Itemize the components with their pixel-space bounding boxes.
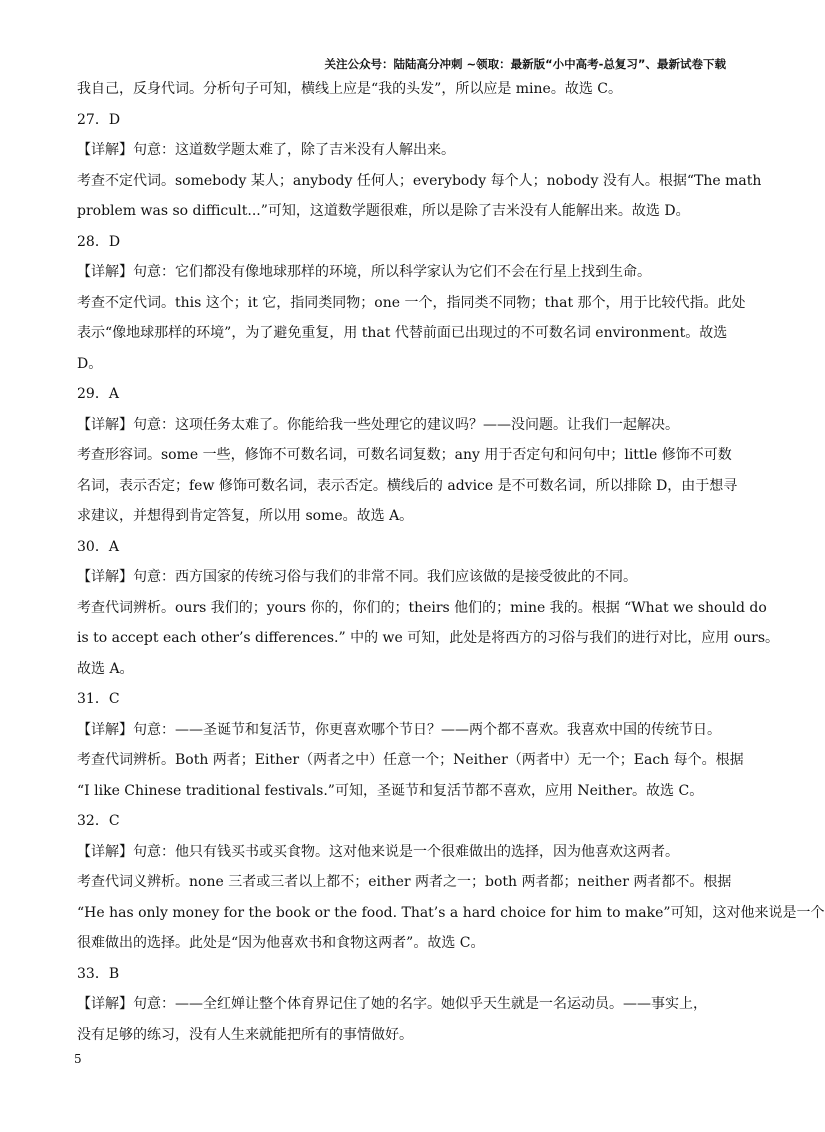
- text-line: 表示“像地球那样的环境”，为了避免重复，用 that 代替前面已出现过的不可数名词 environment。故选: [77, 325, 728, 341]
- text-line: 考查代词义辨析。none 三者或三者以上都不；either 两者之一；both 两者都；neither 两者都不。根据: [77, 874, 732, 890]
- text-line: problem was so difficult...”可知，这道数学题很难，所以是除了吉米没有人能解出来。故选 D。: [77, 203, 690, 219]
- text-line: “I like Chinese traditional festivals.”可知，圣诞节和复活节都不喜欢，应用 Neither。故选 C。: [77, 782, 704, 799]
- text-line: 没有足够的练习，没有人生来就能把所有的事情做好。: [77, 1026, 413, 1043]
- question-answer: 32．C: [77, 813, 120, 829]
- text-line: 考查代词辨析。ours 我们的；yours 你的，你们的；theirs 他们的；mine 我的。根据 “What we should do: [77, 599, 767, 616]
- text-line: 我自己，反身代词。分析句子可知，横线上应是“我的头发”，所以应是 mine。故选 C。: [77, 81, 622, 97]
- text-line: 故选 A。: [77, 660, 134, 677]
- text-line: 考查不定代词。this 这个；it 它，指同类同物；one 一个，指同类不同物；that 那个，用于比较代指。此处: [77, 294, 746, 311]
- page-header: 关注公众号：陆陆高分冲刺 ~领取：最新版“小中高考-总复习”、最新试卷下载: [324, 57, 726, 71]
- text-line: 【详解】句意：这道数学题太难了，除了吉米没有人解出来。: [77, 142, 455, 158]
- text-line: “He has only money for the book or the food. That’s a hard choice for him to make”可知，这对他来说是一个: [77, 904, 825, 921]
- text-line: 【详解】句意：他只有钱买书或买食物。这对他来说是一个很难做出的选择，因为他喜欢这两者。: [77, 843, 679, 860]
- text-line: 考查形容词。some 一些，修饰不可数名词，可数名词复数；any 用于否定句和问句中；little 修饰不可数: [77, 447, 732, 463]
- question-answer: 31．C: [77, 691, 120, 707]
- document-body: [77, 74, 825, 1050]
- question-answer: 29．A: [77, 386, 119, 402]
- text-line: 考查代词辨析。Both 两者；Either（两者之中）任意一个；Neither（两者中）无一个；Each 每个。根据: [77, 752, 744, 768]
- text-line: is to accept each other’s differences.” 中的 we 可知，此处是将西方的习俗与我们的进行对比，应用 ours。: [77, 630, 780, 646]
- question-answer: 28．D: [77, 233, 121, 250]
- text-line: 求建议，并想得到肯定答复，所以用 some。故选 A。: [77, 508, 414, 524]
- text-line: 【详解】句意：——全红婵让整个体育界记住了她的名字。她似乎天生就是一名运动员。——事实上，: [77, 996, 707, 1012]
- page-number: 5: [74, 1052, 82, 1066]
- text-line: 名词，表示否定；few 修饰可数名词，表示否定。横线后的 advice 是不可数名词，所以排除 D，由于想寻: [77, 477, 738, 494]
- text-line: 【详解】句意：——圣诞节和复活节，你更喜欢哪个节日？——两个都不喜欢。我喜欢中国的传统节日。: [77, 721, 721, 738]
- question-answer: 27．D: [77, 111, 121, 128]
- question-answer: 30．A: [77, 538, 119, 555]
- text-line: 【详解】句意：这项任务太难了。你能给我一些处理它的建议吗？——没问题。让我们一起解决。: [77, 416, 679, 433]
- text-line: 考查不定代词。somebody 某人；anybody 任何人；everybody 每个人；nobody 没有人。根据“The math: [77, 172, 762, 189]
- text-line: 【详解】句意：西方国家的传统习俗与我们的非常不同。我们应该做的是接受彼此的不同。: [77, 569, 637, 585]
- text-line: 【详解】句意：它们都没有像地球那样的环境，所以科学家认为它们不会在行星上找到生命。: [77, 264, 651, 280]
- question-answer: 33．B: [77, 965, 120, 982]
- text-line: 很难做出的选择。此处是“因为他喜欢书和食物这两者”。故选 C。: [77, 935, 485, 951]
- text-line: D。: [77, 355, 103, 372]
